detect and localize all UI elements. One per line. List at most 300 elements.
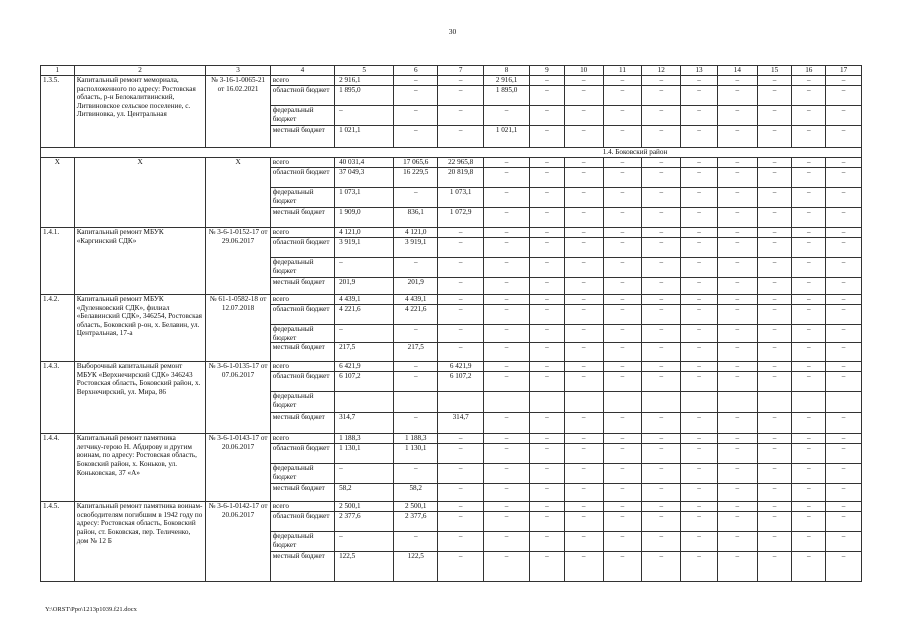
value-col-13: – <box>681 532 718 552</box>
value-col-7: 1 072,9 <box>438 208 484 228</box>
value-col-15: – <box>757 502 792 512</box>
value-col-10: – <box>564 208 603 228</box>
value-col-8: – <box>484 158 530 168</box>
value-col-7: – <box>438 325 484 343</box>
value-col-5: 37 049,3 <box>335 168 394 188</box>
value-col-16: – <box>792 362 826 372</box>
item-number: 1.4.4. <box>41 434 75 502</box>
value-col-12: – <box>642 278 681 295</box>
value-col-16: – <box>792 444 826 464</box>
value-col-11: – <box>603 106 642 126</box>
value-col-7 <box>438 392 484 413</box>
value-col-9: – <box>530 502 565 512</box>
column-number-header: 8 <box>484 66 530 76</box>
value-col-17: – <box>826 502 862 512</box>
funding-source: местный бюджет <box>270 126 334 148</box>
funding-source: федеральный бюджет <box>270 106 334 126</box>
value-col-13: – <box>681 413 718 434</box>
value-col-5: 1 895,0 <box>335 86 394 106</box>
value-col-15 <box>757 392 792 413</box>
value-col-13: – <box>681 552 718 582</box>
value-col-12: – <box>642 362 681 372</box>
value-col-9: – <box>530 238 565 258</box>
value-col-10 <box>564 392 603 413</box>
value-col-15: – <box>757 434 792 444</box>
value-col-11: – <box>603 325 642 343</box>
value-col-10: – <box>564 305 603 325</box>
value-col-13: – <box>681 126 718 148</box>
value-col-16: – <box>792 372 826 392</box>
value-col-6: 4 439,1 <box>394 295 438 305</box>
value-col-9: – <box>530 76 565 86</box>
item-number: 1.4.1. <box>41 228 75 295</box>
value-col-8: – <box>484 362 530 372</box>
value-col-15: – <box>757 278 792 295</box>
value-col-7: – <box>438 444 484 464</box>
value-col-6: – <box>394 106 438 126</box>
item-number: 1.4.3. <box>41 362 75 434</box>
column-number-row <box>41 66 862 76</box>
value-col-11: – <box>603 343 642 362</box>
value-col-13: – <box>681 343 718 362</box>
value-col-8 <box>484 392 530 413</box>
value-col-13: – <box>681 434 718 444</box>
value-col-17: – <box>826 258 862 278</box>
document-number: № 3-6-1-0152-17 от 29.06.2017 <box>206 228 270 295</box>
page-number: 30 <box>448 27 457 36</box>
value-col-14: – <box>717 532 757 552</box>
value-col-10: – <box>564 126 603 148</box>
item-name: Капитальный ремонт МБУК «Дуленковский СДК», филиал «Белавинский СДК», 346254, Ростовская область, Боковский р-он, х. Белавин, ул. Центральная, 17-а <box>74 295 206 362</box>
value-col-6: 836,1 <box>394 208 438 228</box>
value-col-9: – <box>530 413 565 434</box>
value-col-12: – <box>642 413 681 434</box>
value-col-7: – <box>438 76 484 86</box>
value-col-5: 4 221,6 <box>335 305 394 325</box>
value-col-11: – <box>603 444 642 464</box>
value-col-12: – <box>642 305 681 325</box>
value-col-13: – <box>681 362 718 372</box>
value-col-5: 2 916,1 <box>335 76 394 86</box>
value-col-12: – <box>642 168 681 188</box>
value-col-5: 6 107,2 <box>335 372 394 392</box>
value-col-15: – <box>757 188 792 208</box>
value-col-7: – <box>438 238 484 258</box>
value-col-15: – <box>757 552 792 582</box>
value-col-5: – <box>335 325 394 343</box>
value-col-9: – <box>530 325 565 343</box>
value-col-10: – <box>564 413 603 434</box>
value-col-13: – <box>681 158 718 168</box>
value-col-11: – <box>603 502 642 512</box>
value-col-13: – <box>681 208 718 228</box>
value-col-15: – <box>757 372 792 392</box>
value-col-8: – <box>484 168 530 188</box>
value-col-14: – <box>717 158 757 168</box>
value-col-13: – <box>681 325 718 343</box>
value-col-11 <box>603 392 642 413</box>
value-col-14: – <box>717 552 757 582</box>
value-col-6: – <box>394 126 438 148</box>
table-row <box>41 295 862 305</box>
value-col-5: 58,2 <box>335 484 394 502</box>
value-col-8: – <box>484 325 530 343</box>
value-col-11: – <box>603 158 642 168</box>
value-col-10: – <box>564 295 603 305</box>
value-col-16: – <box>792 258 826 278</box>
value-col-8: – <box>484 484 530 502</box>
value-col-17: – <box>826 208 862 228</box>
value-col-7: – <box>438 434 484 444</box>
value-col-9: – <box>530 168 565 188</box>
value-col-11: – <box>603 238 642 258</box>
value-col-13: – <box>681 295 718 305</box>
funding-source: всего <box>270 502 334 512</box>
value-col-6: 201,9 <box>394 278 438 295</box>
value-col-11: – <box>603 228 642 238</box>
value-col-13: – <box>681 188 718 208</box>
value-col-11: – <box>603 434 642 444</box>
value-col-11: – <box>603 413 642 434</box>
value-col-7: – <box>438 305 484 325</box>
value-col-7: – <box>438 278 484 295</box>
value-col-8: – <box>484 208 530 228</box>
value-col-16: – <box>792 208 826 228</box>
value-col-12: – <box>642 502 681 512</box>
value-col-7: – <box>438 502 484 512</box>
value-col-14: – <box>717 208 757 228</box>
document-number: № 3-6-1-0143-17 от 20.06.2017 <box>206 434 270 502</box>
value-col-8: – <box>484 413 530 434</box>
value-col-16: – <box>792 76 826 86</box>
value-col-12: – <box>642 188 681 208</box>
table-row <box>41 158 862 168</box>
value-col-5: – <box>335 258 394 278</box>
value-col-10: – <box>564 258 603 278</box>
value-col-17: – <box>826 158 862 168</box>
value-col-14 <box>717 392 757 413</box>
value-col-17: – <box>826 126 862 148</box>
value-col-14: – <box>717 413 757 434</box>
value-col-9: – <box>530 362 565 372</box>
value-col-7: – <box>438 552 484 582</box>
column-number-header: 3 <box>206 66 270 76</box>
value-col-5: 1 021,1 <box>335 126 394 148</box>
value-col-8: 1 021,1 <box>484 126 530 148</box>
value-col-17: – <box>826 434 862 444</box>
value-col-8: – <box>484 434 530 444</box>
value-col-16: – <box>792 343 826 362</box>
value-col-17: – <box>826 76 862 86</box>
value-col-8: – <box>484 552 530 582</box>
value-col-11: – <box>603 208 642 228</box>
value-col-15: – <box>757 444 792 464</box>
value-col-10: – <box>564 343 603 362</box>
document-number: № 3-6-1-0142-17 от 20.06.2017 <box>206 502 270 582</box>
funding-source: федеральный бюджет <box>270 258 334 278</box>
value-col-16: – <box>792 106 826 126</box>
budget-table <box>40 65 862 582</box>
value-col-11: – <box>603 258 642 278</box>
value-col-14: – <box>717 228 757 238</box>
value-col-15: – <box>757 126 792 148</box>
value-col-5: 40 031,4 <box>335 158 394 168</box>
value-col-6: – <box>394 532 438 552</box>
value-col-12: – <box>642 258 681 278</box>
value-col-17: – <box>826 238 862 258</box>
value-col-14: – <box>717 106 757 126</box>
column-number-header: 1 <box>41 66 75 76</box>
funding-source: областной бюджет <box>270 168 334 188</box>
value-col-17: – <box>826 413 862 434</box>
value-col-7: – <box>438 126 484 148</box>
document-number: № 61-1-0582-18 от 12.07.2018 <box>206 295 270 362</box>
value-col-10: – <box>564 464 603 484</box>
value-col-9: – <box>530 106 565 126</box>
item-name: Капитальный ремонт мемориала, расположенного по адресу: Ростовская область, р-н Белокалитвинский, Литвиновское сельское поселение, с. Литвиновка, ул. Центральная <box>74 76 206 148</box>
value-col-7: – <box>438 343 484 362</box>
value-col-9: – <box>530 188 565 208</box>
value-col-13: – <box>681 258 718 278</box>
value-col-14: – <box>717 502 757 512</box>
value-col-9: – <box>530 444 565 464</box>
value-col-16: – <box>792 512 826 532</box>
value-col-12: – <box>642 238 681 258</box>
table-row <box>41 502 862 512</box>
value-col-12: – <box>642 552 681 582</box>
value-col-12: – <box>642 86 681 106</box>
item-name: Капитальный ремонт памятника летчику-герою Н. Абдирову и другим воинам, по адресу: Ростовская область, Боковский район, х. Коньков, ул. Коньковская, 37 «А» <box>74 434 206 502</box>
table-row <box>41 228 862 238</box>
value-col-17: – <box>826 278 862 295</box>
value-col-6: – <box>394 188 438 208</box>
value-col-9: – <box>530 295 565 305</box>
value-col-9: – <box>530 512 565 532</box>
value-col-15: – <box>757 325 792 343</box>
value-col-10: – <box>564 228 603 238</box>
value-col-9: – <box>530 228 565 238</box>
column-number-header: 5 <box>335 66 394 76</box>
column-number-header: 14 <box>717 66 757 76</box>
value-col-14: – <box>717 238 757 258</box>
value-col-11: – <box>603 362 642 372</box>
value-col-7: – <box>438 532 484 552</box>
value-col-6: – <box>394 86 438 106</box>
value-col-12: – <box>642 532 681 552</box>
value-col-7: 314,7 <box>438 413 484 434</box>
value-col-13: – <box>681 444 718 464</box>
value-col-17: – <box>826 372 862 392</box>
value-col-14: – <box>717 258 757 278</box>
value-col-16: – <box>792 502 826 512</box>
value-col-8: – <box>484 444 530 464</box>
value-col-17: – <box>826 552 862 582</box>
value-col-5: 217,5 <box>335 343 394 362</box>
value-col-13: – <box>681 228 718 238</box>
value-col-15: – <box>757 208 792 228</box>
item-number: 1.4.2. <box>41 295 75 362</box>
value-col-14: – <box>717 305 757 325</box>
value-col-13: – <box>681 278 718 295</box>
value-col-9: – <box>530 532 565 552</box>
value-col-8: – <box>484 502 530 512</box>
value-col-15: – <box>757 413 792 434</box>
item-number: 1.3.5. <box>41 76 75 148</box>
value-col-8: – <box>484 228 530 238</box>
value-col-16: – <box>792 278 826 295</box>
value-col-10: – <box>564 278 603 295</box>
value-col-9 <box>530 392 565 413</box>
value-col-10: – <box>564 502 603 512</box>
value-col-5: – <box>335 106 394 126</box>
value-col-5: 314,7 <box>335 413 394 434</box>
value-col-6: – <box>394 325 438 343</box>
value-col-16: – <box>792 158 826 168</box>
value-col-5: 2 500,1 <box>335 502 394 512</box>
value-col-9: – <box>530 278 565 295</box>
table-row <box>41 76 862 86</box>
column-number-header: 4 <box>270 66 334 76</box>
value-col-6: – <box>394 372 438 392</box>
funding-source: областной бюджет <box>270 372 334 392</box>
value-col-16: – <box>792 126 826 148</box>
value-col-10: – <box>564 188 603 208</box>
value-col-5: 3 919,1 <box>335 238 394 258</box>
value-col-5: 4 121,0 <box>335 228 394 238</box>
value-col-12: – <box>642 372 681 392</box>
value-col-17: – <box>826 305 862 325</box>
value-col-7: – <box>438 512 484 532</box>
value-col-10: – <box>564 372 603 392</box>
value-col-7: – <box>438 484 484 502</box>
document-number: Х <box>206 158 270 228</box>
value-col-14: – <box>717 188 757 208</box>
value-col-6: 17 065,6 <box>394 158 438 168</box>
funding-source: областной бюджет <box>270 238 334 258</box>
column-number-header: 11 <box>603 66 642 76</box>
value-col-12: – <box>642 325 681 343</box>
value-col-12 <box>642 392 681 413</box>
value-col-7: 6 421,9 <box>438 362 484 372</box>
funding-source: местный бюджет <box>270 208 334 228</box>
value-col-17: – <box>826 295 862 305</box>
value-col-12: – <box>642 512 681 532</box>
value-col-9: – <box>530 434 565 444</box>
value-col-16: – <box>792 484 826 502</box>
document-number: № 3-16-1-0065-21 от 16.02.2021 <box>206 76 270 148</box>
value-col-12: – <box>642 126 681 148</box>
value-col-7: 22 965,8 <box>438 158 484 168</box>
value-col-8: – <box>484 258 530 278</box>
column-number-header: 17 <box>826 66 862 76</box>
value-col-6: – <box>394 76 438 86</box>
value-col-9: – <box>530 552 565 582</box>
value-col-16: – <box>792 238 826 258</box>
value-col-16: – <box>792 325 826 343</box>
value-col-5: 2 377,6 <box>335 512 394 532</box>
value-col-12: – <box>642 208 681 228</box>
value-col-16: – <box>792 552 826 582</box>
value-col-17: – <box>826 512 862 532</box>
value-col-15: – <box>757 532 792 552</box>
column-number-header: 16 <box>792 66 826 76</box>
value-col-5: 1 130,1 <box>335 444 394 464</box>
value-col-15: – <box>757 362 792 372</box>
value-col-15: – <box>757 295 792 305</box>
value-col-6 <box>394 392 438 413</box>
value-col-8: – <box>484 305 530 325</box>
value-col-11: – <box>603 278 642 295</box>
value-col-8: – <box>484 532 530 552</box>
funding-source: федеральный бюджет <box>270 325 334 343</box>
value-col-14: – <box>717 295 757 305</box>
value-col-11: – <box>603 552 642 582</box>
value-col-11: – <box>603 372 642 392</box>
funding-source: областной бюджет <box>270 444 334 464</box>
value-col-13: – <box>681 372 718 392</box>
funding-source: всего <box>270 158 334 168</box>
region-heading: 1.4. Боковский район <box>41 148 862 158</box>
funding-source: всего <box>270 362 334 372</box>
footer-file-path: Y:\ORST\Ppo\1213p1039.f21.docx <box>45 606 137 613</box>
value-col-9: – <box>530 372 565 392</box>
value-col-7: – <box>438 464 484 484</box>
value-col-9: – <box>530 158 565 168</box>
value-col-16 <box>792 392 826 413</box>
value-col-5: 4 439,1 <box>335 295 394 305</box>
value-col-17: – <box>826 343 862 362</box>
value-col-10: – <box>564 484 603 502</box>
item-number: Х <box>41 158 75 228</box>
value-col-6: 217,5 <box>394 343 438 362</box>
value-col-17: – <box>826 325 862 343</box>
value-col-15: – <box>757 106 792 126</box>
value-col-11: – <box>603 305 642 325</box>
value-col-14: – <box>717 362 757 372</box>
value-col-5: 201,9 <box>335 278 394 295</box>
value-col-17: – <box>826 106 862 126</box>
item-name: Выборочный капитальный ремонт МБУК «Верхнечирский СДК» 346243 Ростовская область, Боковский район, х. Верхнечирский, ул. Мира, 86 <box>74 362 206 434</box>
value-col-14: – <box>717 343 757 362</box>
column-number-header: 15 <box>757 66 792 76</box>
column-number-header: 13 <box>681 66 718 76</box>
item-name: Капитальный ремонт памятника воинам-освободителям погибшим в 1942 году по адресу: Ростовская область, Боковский район, ст. Боковская, пер. Теличенко, дом № 12 Б <box>74 502 206 582</box>
funding-source: федеральный бюджет <box>270 532 334 552</box>
funding-source: всего <box>270 434 334 444</box>
value-col-7: – <box>438 295 484 305</box>
value-col-9: – <box>530 343 565 362</box>
value-col-17: – <box>826 532 862 552</box>
value-col-10: – <box>564 76 603 86</box>
value-col-10: – <box>564 552 603 582</box>
value-col-6: – <box>394 362 438 372</box>
value-col-9: – <box>530 208 565 228</box>
value-col-6: 1 130,1 <box>394 444 438 464</box>
value-col-12: – <box>642 295 681 305</box>
value-col-7: – <box>438 228 484 238</box>
value-col-6: 16 229,5 <box>394 168 438 188</box>
column-number-header: 9 <box>530 66 565 76</box>
value-col-11: – <box>603 188 642 208</box>
value-col-15: – <box>757 464 792 484</box>
value-col-6: 4 221,6 <box>394 305 438 325</box>
value-col-10: – <box>564 362 603 372</box>
value-col-8: – <box>484 106 530 126</box>
value-col-16: – <box>792 295 826 305</box>
value-col-17: – <box>826 464 862 484</box>
value-col-13: – <box>681 168 718 188</box>
value-col-15: – <box>757 484 792 502</box>
